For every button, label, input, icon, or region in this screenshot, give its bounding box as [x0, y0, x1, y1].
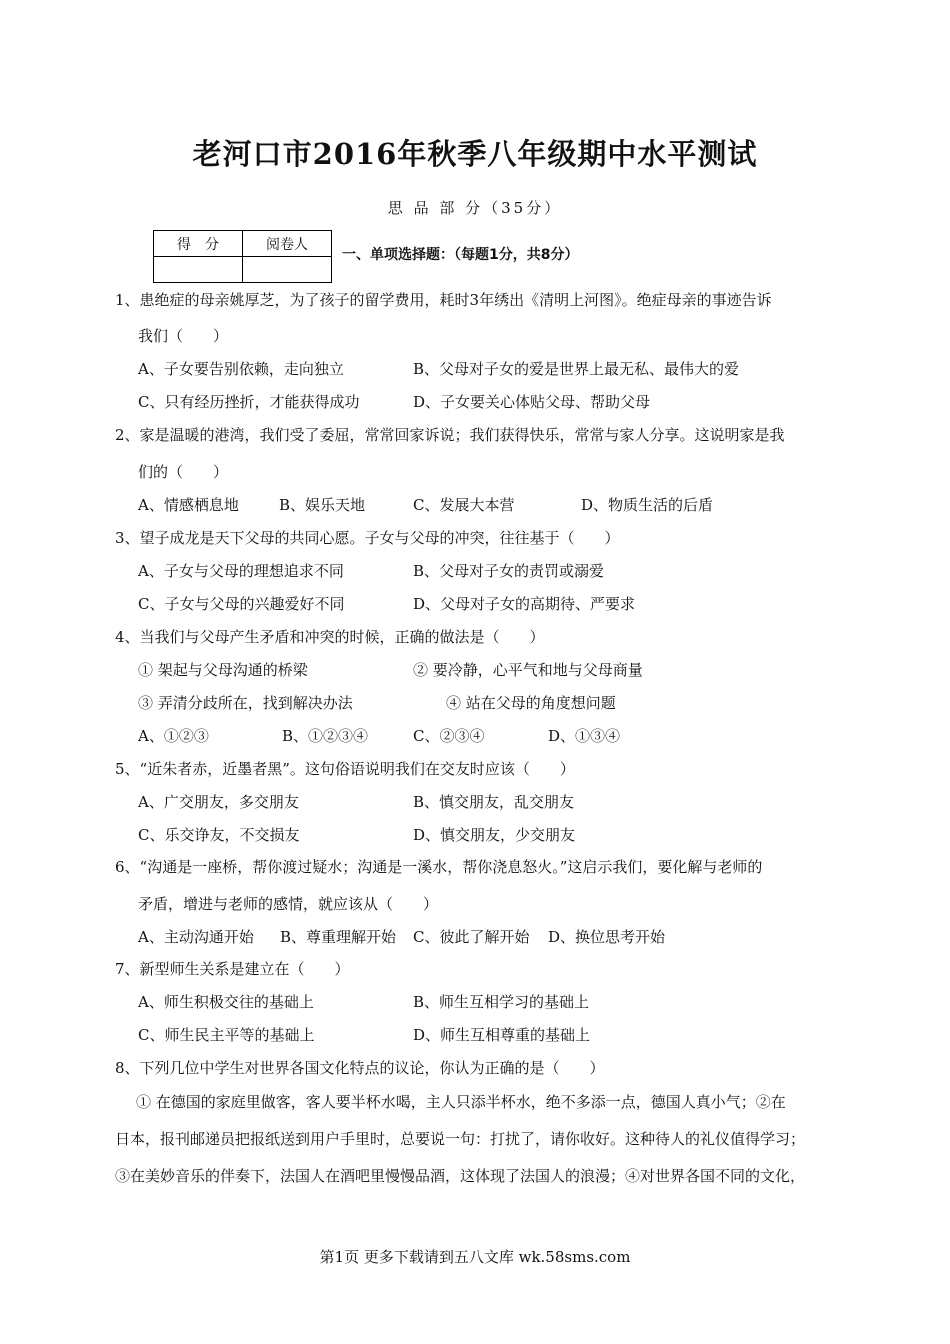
q2-stem: 2、家是温暖的港湾，我们受了委屈，常常回家诉说；我们获得快乐，常常与家人分享。这说明家是我	[115, 426, 785, 444]
q8-paragraph-1: ① 在德国的家庭里做客，客人要半杯水喝，主人只添半杯水，绝不多添一点，德国人真小气；②在	[136, 1093, 786, 1111]
q2-option-b: B、娱乐天地	[279, 496, 366, 514]
q1-option-c: C、只有经历挫折，才能获得成功	[138, 393, 360, 411]
q5-option-b: B、慎交朋友，乱交朋友	[413, 793, 575, 811]
q2-option-a: A、情感栖息地	[138, 496, 239, 514]
page-subtitle: 思 品 部 分（35分）	[387, 199, 563, 217]
reviewer-label: 阅卷人	[243, 231, 332, 257]
q1-stem: 1、患绝症的母亲姚厚芝，为了孩子的留学费用，耗时3年绣出《清明上河图》。绝症母亲的事迹告诉	[115, 291, 772, 309]
q3-option-c: C、子女与父母的兴趣爱好不同	[138, 595, 345, 613]
q5-option-c: C、乐交诤友，不交损友	[138, 826, 300, 844]
q2-stem-cont: 们的（ ）	[138, 463, 229, 481]
q7-stem: 7、新型师生关系是建立在（ ）	[115, 960, 350, 978]
q4-option-a: A、①②③	[138, 727, 209, 745]
q8-stem: 8、下列几位中学生对世界各国文化特点的议论，你认为正确的是（ ）	[115, 1059, 605, 1077]
q1-stem-cont: 我们（ ）	[138, 327, 229, 345]
q5-stem: 5、“近朱者赤，近墨者黑”。这句俗语说明我们在交友时应该（ ）	[115, 760, 575, 778]
q6-option-a: A、主动沟通开始	[138, 928, 254, 946]
q2-option-c: C、发展大本营	[413, 496, 515, 514]
q1-option-a: A、子女要告别依赖，走向独立	[138, 360, 344, 378]
q4-statement-2: ② 要冷静，心平气和地与父母商量	[413, 661, 643, 679]
q4-option-c: C、②③④	[413, 727, 485, 745]
q5-option-d: D、慎交朋友，少交朋友	[413, 826, 576, 844]
q7-option-b: B、师生互相学习的基础上	[413, 993, 590, 1011]
score-cell	[154, 257, 243, 283]
q1-option-b: B、父母对子女的爱是世界上最无私、最伟大的爱	[413, 360, 740, 378]
q4-statement-4: ④ 站在父母的角度想问题	[446, 694, 616, 712]
q6-option-b: B、尊重理解开始	[280, 928, 397, 946]
q2-option-d: D、物质生活的后盾	[581, 496, 714, 514]
score-table	[153, 230, 332, 283]
score-label: 得 分	[154, 231, 243, 257]
q6-stem: 6、“沟通是一座桥，帮你渡过疑水；沟通是一溪水，帮你浇息怒火。”这启示我们，要化解与老师的	[115, 858, 763, 876]
q4-statement-1: ① 架起与父母沟通的桥梁	[138, 661, 308, 679]
q4-stem: 4、当我们与父母产生矛盾和冲突的时候，正确的做法是（ ）	[115, 628, 545, 646]
q7-option-c: C、师生民主平等的基础上	[138, 1026, 315, 1044]
q6-option-d: D、换位思考开始	[548, 928, 666, 946]
q3-option-b: B、父母对子女的责罚或溺爱	[413, 562, 605, 580]
reviewer-cell	[243, 257, 332, 283]
q1-option-d: D、子女要关心体贴父母、帮助父母	[413, 393, 651, 411]
q6-stem-cont: 矛盾，增进与老师的感情，就应该从（ ）	[138, 895, 439, 913]
q3-option-d: D、父母对子女的高期待、严要求	[413, 595, 636, 613]
q3-stem: 3、望子成龙是天下父母的共同心愿。子女与父母的冲突，往往基于（ ）	[115, 529, 620, 547]
q4-statement-3: ③ 弄清分歧所在，找到解决办法	[138, 694, 353, 712]
q8-paragraph-3: ③在美妙音乐的伴奏下，法国人在酒吧里慢慢品酒，这体现了法国人的浪漫；④对世界各国不同的文化，	[115, 1167, 806, 1185]
q4-option-b: B、①②③④	[282, 727, 369, 745]
section-heading: 一、单项选择题：（每题1分，共8分）	[342, 247, 579, 263]
q6-option-c: C、彼此了解开始	[413, 928, 530, 946]
q8-paragraph-2: 日本，报刊邮递员把报纸送到用户手里时，总要说一句：打扰了，请你收好。这种待人的礼仪值得学习；	[115, 1130, 806, 1148]
page-title: 老河口市2016年秋季八年级期中水平测试	[192, 137, 758, 171]
q7-option-a: A、师生积极交往的基础上	[138, 993, 314, 1011]
q3-option-a: A、子女与父母的理想追求不同	[138, 562, 344, 580]
q4-option-d: D、①③④	[548, 727, 621, 745]
q5-option-a: A、广交朋友，多交朋友	[138, 793, 299, 811]
page-footer: 第1页 更多下载请到五八文库 wk.58sms.com	[319, 1248, 631, 1266]
q7-option-d: D、师生互相尊重的基础上	[413, 1026, 591, 1044]
